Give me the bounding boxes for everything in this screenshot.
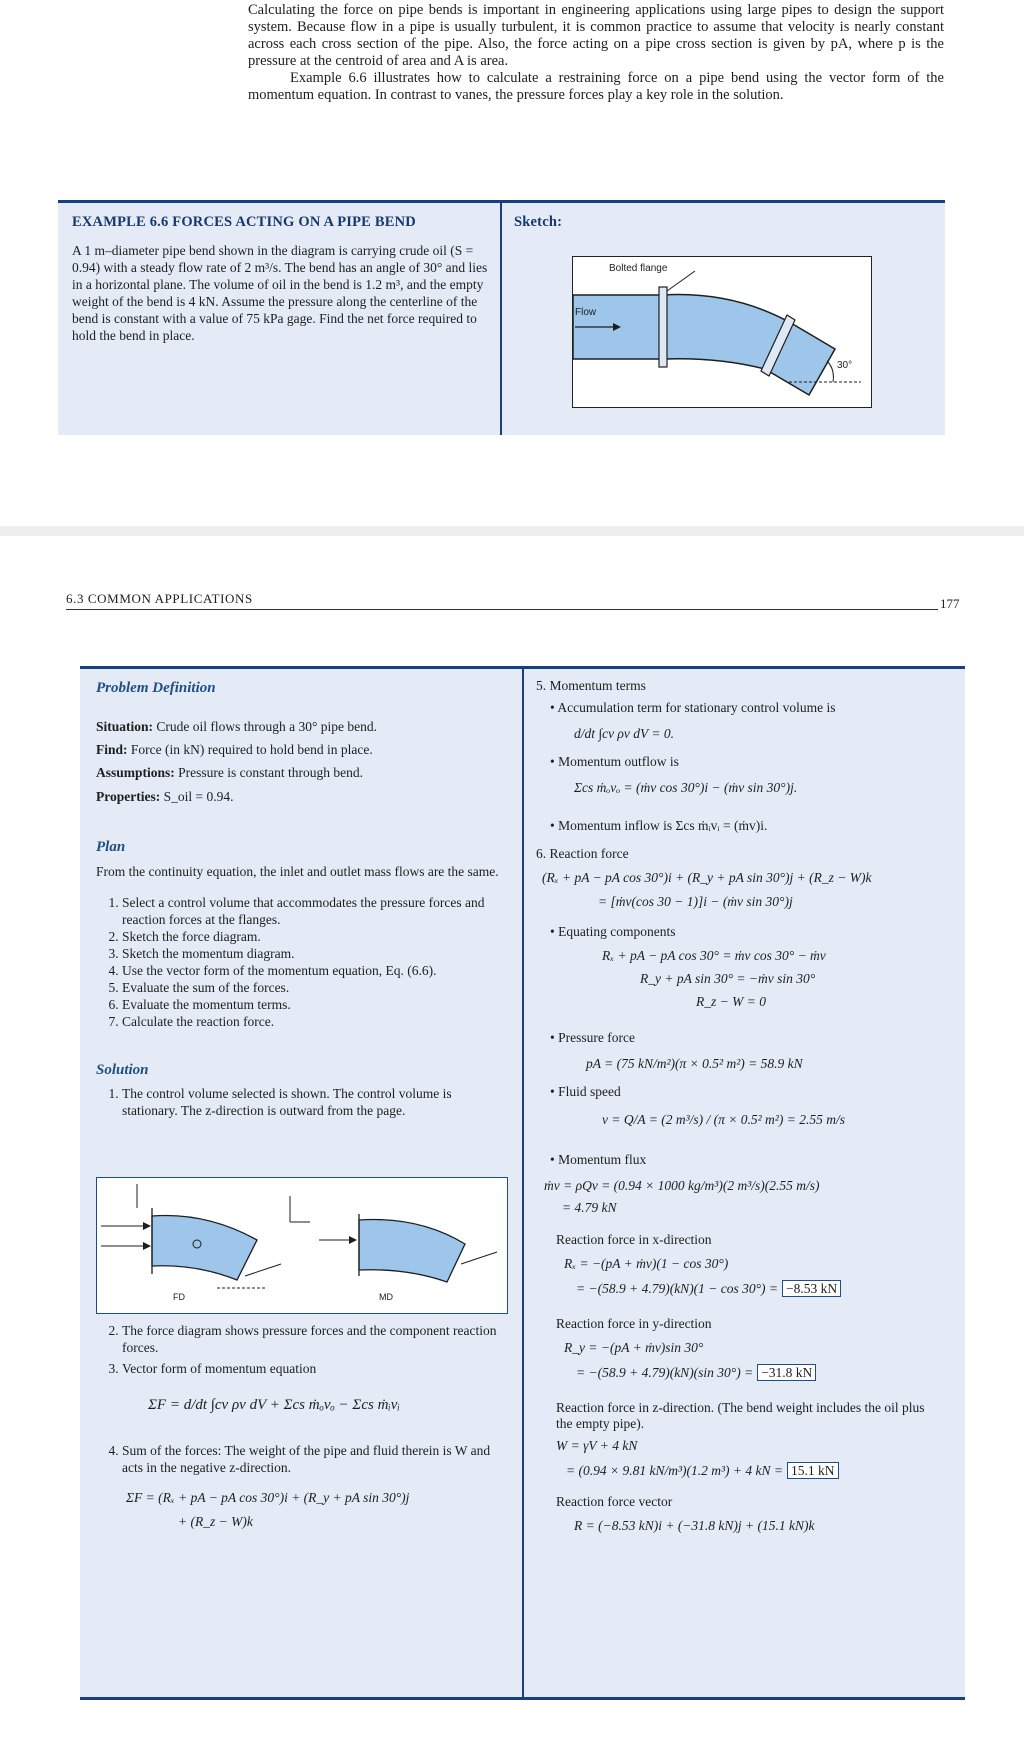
fd-label: FD (173, 1292, 185, 1302)
eq-component-x: Rₓ + pA − pA cos 30° = ṁv cos 30° − ṁv (602, 948, 826, 963)
sketch-flow-label: Flow (575, 307, 597, 318)
example-divider (500, 200, 502, 435)
rx-label: Reaction force in x-direction (556, 1232, 712, 1247)
solution-step-4-text: 4. Sum of the forces: The weight of the pipe and fluid therein is W and acts in the negative z-direction. (122, 1442, 508, 1476)
sum-forces-eq-2: + (R_z − W)k (178, 1514, 253, 1529)
bullet-pressure-text: Pressure force (558, 1030, 635, 1045)
find-label: Find: (96, 742, 128, 757)
properties-line (96, 789, 508, 805)
force-momentum-diagram (96, 1177, 508, 1314)
bullet-pressure: • Pressure force (550, 1030, 635, 1045)
solution-steps-2-3 (96, 1322, 508, 1377)
assumptions-label: Assumptions: (96, 765, 175, 780)
rz-label: Reaction force in z-direction. (The bend weight includes the oil plus the empty pipe). (556, 1400, 925, 1431)
find-text: Force (in kN) required to hold bend in place. (127, 742, 373, 757)
momentum-equation: ΣF = d/dt ∫cv ρv dV + Σcs ṁₒvₒ − Σcs ṁᵢvᵢ (148, 1397, 400, 1413)
left-column-lower (96, 1322, 508, 1530)
solution-step-1 (96, 1085, 508, 1119)
properties-text: S_oil = 0.94. (160, 789, 234, 804)
intro-paragraph-1: Calculating the force on pipe bends is important in engineering applications using large pipes to design the support system. Because flow in a pipe is usually turbulent, it is common practice to assume that velocity is nearly constant across each cross section of the pipe. Also, the force acting on a pipe cross section is given by pA, where p is the pressure at the centroid of area and A is area. (248, 2, 944, 69)
bullet-flux: • Momentum flux (550, 1152, 647, 1167)
sketch-angle-label: 30° (837, 360, 853, 371)
solution-step-4 (96, 1442, 508, 1476)
bullet-speed: • Fluid speed (550, 1084, 621, 1099)
sketch-label: Sketch: (514, 214, 563, 230)
plan-step: 1. Select a control volume that accommodates the pressure forces and reaction forces at the flanges. (122, 894, 508, 928)
plan-step: 4. Use the vector form of the momentum equation, Eq. (6.6). (122, 962, 508, 979)
bullet-outflow: • Momentum outflow is (550, 754, 679, 769)
bullet-equating: • Equating components (550, 924, 676, 939)
bullet-accumulation: • Accumulation term for stationary control volume is (550, 700, 836, 715)
situation-text: Crude oil flows through a 30° pipe bend. (153, 719, 378, 734)
find-line (96, 742, 508, 758)
left-column (96, 680, 508, 1119)
intro-paragraph-2: Example 6.6 illustrates how to calculate a restraining force on a pipe bend using the vector form of the momentum equation. In contrast to vanes, the pressure forces play a key role in the solution. (248, 70, 944, 103)
plan-step: 2. Sketch the force diagram. (122, 928, 508, 945)
eq-rz-2: = (0.94 × 9.81 kN/m³)(1.2 m³) + 4 kN = (566, 1463, 784, 1478)
solution-title: Solution (96, 1062, 149, 1078)
rz-answer-box: 15.1 kN (787, 1462, 839, 1479)
eq-rx-2: = −(58.9 + 4.79)(kN)(1 − cos 30°) = (576, 1281, 779, 1296)
eq-outflow: Σcs ṁₒvₒ = (ṁv cos 30°)i − (ṁv sin 30°)j. (574, 780, 798, 795)
page-number: 177 (940, 596, 960, 611)
sum-forces-eq-1: ΣF = (Rₓ + pA − pA cos 30°)i + (R_y + pA sin 30°)j (126, 1490, 410, 1505)
eq-component-z: R_z − W = 0 (696, 994, 766, 1009)
properties-label: Properties: (96, 789, 161, 804)
solution-divider (522, 666, 524, 1700)
eq-reaction-1: (Rₓ + pA − pA cos 30°)i + (R_y + pA sin 30°)j + (R_z − W)k (542, 870, 872, 885)
bullet-inflow: • Momentum inflow is Σcs ṁᵢvᵢ = (ṁv)i. (550, 818, 768, 833)
eq-ry-2: = −(58.9 + 4.79)(kN)(sin 30°) = (576, 1365, 754, 1380)
plan-step: 5. Evaluate the sum of the forces. (122, 979, 508, 996)
assumptions-line (96, 765, 508, 781)
pipe-bend-sketch (572, 256, 872, 408)
step-6: 6. Reaction force (536, 846, 629, 861)
ry-answer-box: −31.8 kN (757, 1364, 816, 1381)
example-header: EXAMPLE 6.6 FORCES ACTING ON A PIPE BEND (72, 214, 416, 230)
example-statement: A 1 m–diameter pipe bend shown in the diagram is carrying crude oil (S = 0.94) with a steady flow rate of 2 m³/s. The bend has an angle of 30° and lies in a horizontal plane. The volume of oil in the bend is 1.2 m³, and the empty weight of the bend is 4 kN. Assume the pressure along the centerline of the bend is constant with a value of 75 kPa gage. Find the net force required to hold the bend in place. (72, 243, 488, 343)
intro-text (248, 2, 944, 104)
rx-answer-box: −8.53 kN (782, 1280, 841, 1297)
eq-reaction-2: = [ṁv(cos 30 − 1)]i − (ṁv sin 30°)j (598, 894, 793, 909)
solution-step-1-text: 1. The control volume selected is shown. The control volume is stationary. The z-direction is outward from the page. (122, 1085, 508, 1119)
situation-label: Situation: (96, 719, 154, 734)
step-5-text: Momentum terms (549, 678, 646, 693)
sketch-flange-label: Bolted flange (609, 263, 668, 274)
bullet-outflow-text: Momentum outflow is (558, 754, 679, 769)
plan-steps (96, 894, 508, 1030)
rx-result-line (576, 1280, 956, 1298)
plan-intro: From the continuity equation, the inlet and outlet mass flows are the same. (96, 864, 499, 879)
bullet-accumulation-text: Accumulation term for stationary control volume is (557, 700, 836, 715)
eq-accumulation: d/dt ∫cv ρv dV = 0. (574, 726, 675, 741)
fd-md-svg (97, 1178, 507, 1313)
situation-line (96, 719, 508, 735)
eq-rx-1: Rₓ = −(pA + ṁv)(1 − cos 30°) (564, 1256, 729, 1271)
eq-flux-1: ṁv = ρQv = (0.94 × 1000 kg/m³)(2 m³/s)(2.55 m/s) (544, 1178, 820, 1193)
running-head: 6.3 COMMON APPLICATIONS (66, 591, 253, 606)
eq-reaction-vector: R = (−8.53 kN)i + (−31.8 kN)j + (15.1 kN)k (574, 1518, 815, 1533)
eq-pressure: pA = (75 kN/m²)(π × 0.5² m²) = 58.9 kN (586, 1056, 803, 1071)
eq-rz-1: W = γV + 4 kN (556, 1438, 638, 1453)
step-6-text: Reaction force (549, 846, 629, 861)
bullet-equating-text: Equating components (558, 924, 676, 939)
ry-result-line (576, 1364, 956, 1382)
step-5: 5. Momentum terms (536, 678, 646, 693)
ry-label: Reaction force in y-direction (556, 1316, 712, 1331)
problem-definition-title: Problem Definition (96, 680, 216, 696)
bullet-flux-text: Momentum flux (558, 1152, 647, 1167)
assumptions-text: Pressure is constant through bend. (174, 765, 364, 780)
bullet-speed-text: Fluid speed (558, 1084, 621, 1099)
eq-ry-1: R_y = −(pA + ṁv)sin 30° (564, 1340, 704, 1355)
md-label: MD (379, 1292, 393, 1302)
solution-step-2-text: 2. The force diagram shows pressure forces and the component reaction forces. (122, 1322, 508, 1356)
pipe-bend-svg (573, 257, 871, 407)
bullet-inflow-text: Momentum inflow is Σcs ṁᵢvᵢ = (ṁv)i. (558, 818, 768, 833)
rv-label: Reaction force vector (556, 1494, 673, 1509)
eq-component-y: R_y + pA sin 30° = −ṁv sin 30° (640, 971, 816, 986)
plan-step: 7. Calculate the reaction force. (122, 1013, 508, 1030)
rz-result-line (566, 1462, 956, 1480)
plan-step: 6. Evaluate the momentum terms. (122, 996, 508, 1013)
running-head-rule (66, 609, 938, 610)
eq-flux-2: = 4.79 kN (562, 1200, 617, 1215)
plan-step: 3. Sketch the momentum diagram. (122, 945, 508, 962)
right-column (536, 678, 956, 1534)
eq-speed: v = Q/A = (2 m³/s) / (π × 0.5² m²) = 2.55 m/s (602, 1112, 845, 1127)
solution-step-3-text: 3. Vector form of momentum equation (122, 1360, 508, 1377)
page-break (0, 526, 1024, 536)
plan-title: Plan (96, 839, 126, 855)
